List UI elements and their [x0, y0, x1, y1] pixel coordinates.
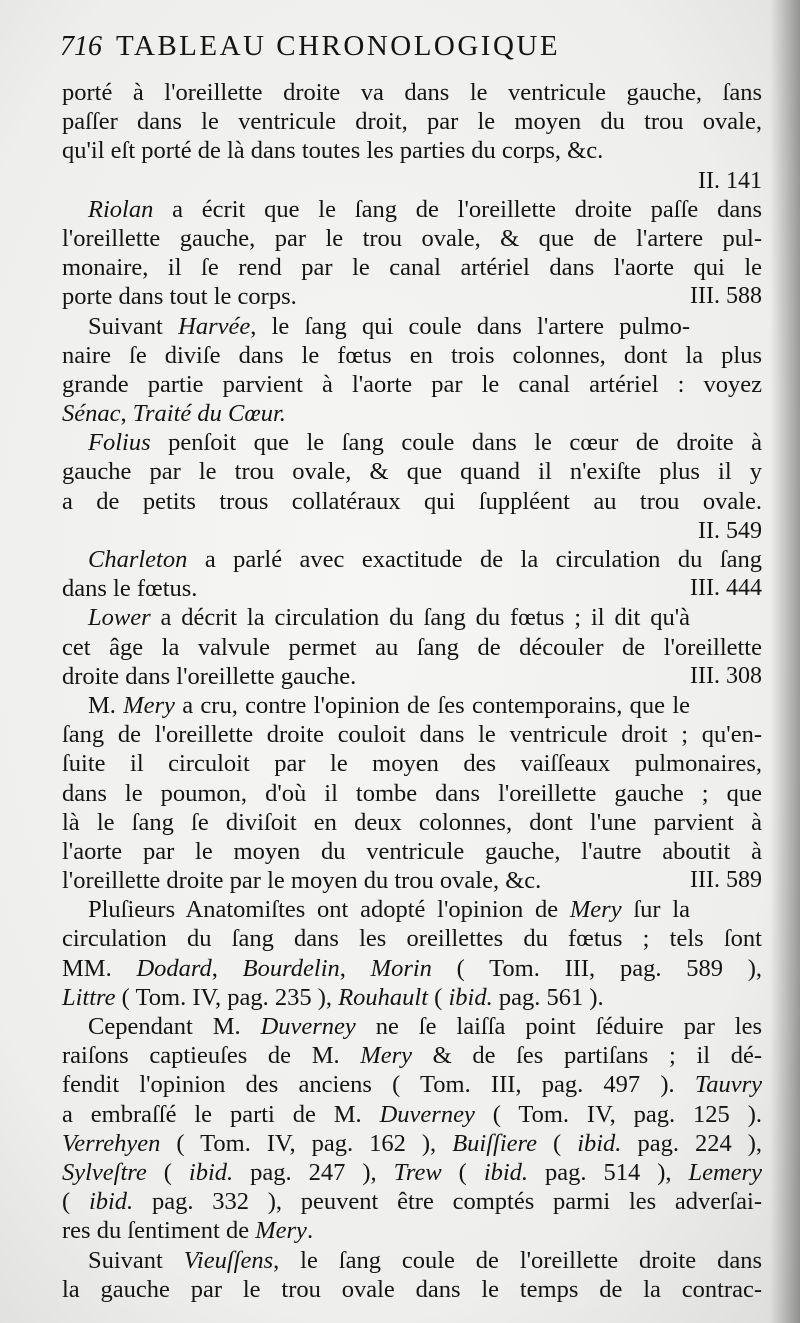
text-line	[62, 603, 762, 632]
author-name: Tauvry	[694, 1071, 762, 1099]
text-line: là le ſang ſe diviſoit en deux colonnes, dont l'une parvient à	[62, 808, 762, 836]
reference-label: II. 141	[698, 167, 762, 194]
paragraph-duverney	[62, 1012, 762, 1246]
reference-label: III. 589	[690, 867, 762, 894]
text-span: (	[146, 1158, 189, 1186]
text-span: ( Tom. IV, pag. 235 ),	[115, 983, 339, 1011]
text-span: pag. 332 ), peuvent être comptés parmi les adverſai-	[133, 1188, 762, 1216]
reference	[62, 166, 762, 195]
text-line: gauche par le trou ovale, & que quand il n'exiſte plus il y	[62, 458, 762, 486]
text-line: ſang de l'oreillette droite couloit dans le ventricule droit ; qu'en-	[62, 721, 762, 749]
paragraph-lower	[62, 603, 762, 691]
author-name: Morin	[370, 954, 432, 982]
author-name: Mery	[569, 896, 622, 924]
author-name: Vieuſſens	[183, 1246, 274, 1274]
ibid-abbrev: ibid.	[188, 1158, 234, 1186]
text-span: res du ſentiment de	[62, 1217, 256, 1245]
text-line	[62, 954, 762, 983]
reference-label: III. 588	[690, 283, 762, 310]
text-line: la gauche par le trou ovale dans le temps de la contrac-	[62, 1275, 762, 1303]
text-line: cet âge la valvule permet au ſang de découler de l'oreillette	[62, 633, 762, 661]
author-name: Mery	[360, 1042, 412, 1070]
author-name: Littre	[62, 983, 116, 1011]
text-span: pag. 514 ),	[528, 1158, 689, 1186]
text-span: l'oreillette droite par le moyen du trou ovale, &c.	[62, 867, 542, 895]
text-line: naire ſe diviſe dans le fœtus en trois colonnes, dont la plus	[62, 341, 762, 369]
text-line	[62, 282, 762, 311]
author-name: Dodard	[136, 954, 212, 982]
text-span: (	[62, 1188, 89, 1216]
author-name: Mery	[255, 1217, 307, 1245]
text-span: .	[306, 1217, 314, 1245]
ibid-abbrev: ibid.	[448, 983, 493, 1011]
text-span: ,	[211, 954, 243, 982]
page-number: 716	[60, 31, 102, 62]
text-span: fendit l'opinion des anciens ( Tom. III, pag. 497 ).	[62, 1071, 695, 1099]
text-span: penſoit que le ſang coule dans le cœur de droite à	[150, 429, 762, 457]
body-text	[62, 78, 762, 1304]
text-span: ( Tom. IV, pag. 162 ),	[160, 1129, 453, 1157]
ibid-abbrev: ibid.	[483, 1158, 529, 1186]
author-name: Duverney	[260, 1013, 356, 1040]
work-title: Traité du Cœur.	[132, 400, 286, 428]
text-span: a parlé avec exactitude de la circulation du ſang	[187, 546, 762, 573]
text-span: dans le fœtus.	[62, 575, 198, 603]
text-line	[62, 1012, 762, 1041]
text-line	[62, 1216, 762, 1245]
author-name: Mery	[123, 691, 175, 719]
text-span: droite dans l'oreillette gauche.	[62, 662, 357, 690]
text-line	[62, 545, 762, 574]
text-span: a décrit la circulation du ſang du fœtus ; il dit qu'à	[150, 604, 691, 632]
text-line	[62, 1129, 762, 1158]
reference-label: III. 308	[690, 662, 762, 689]
running-title: TABLEAU CHRONOLOGIQUE	[116, 30, 561, 62]
author-name: Rouhault	[338, 983, 429, 1011]
text-line: monaire, il ſe rend par le canal artériel dans l'aorte qui le	[62, 254, 762, 282]
text-span: , le ſang coule de l'oreillette droite dans	[273, 1246, 762, 1274]
text-span: raiſons captieuſes de M.	[62, 1042, 361, 1070]
text-span: Suivant	[88, 312, 179, 340]
text-line	[62, 574, 762, 603]
text-line: paſſer dans le ventricule droit, par le moyen du trou ovale,	[62, 108, 762, 136]
text-line: circulation du ſang dans les oreillettes du fœtus ; tels ſont	[62, 925, 762, 953]
text-span: porte dans tout le corps.	[62, 283, 297, 311]
text-line	[62, 195, 762, 224]
text-line	[62, 399, 762, 428]
text-line: l'oreillette gauche, par le trou ovale, & que de l'artere pul-	[62, 224, 762, 252]
paragraph-mery	[62, 691, 762, 895]
paragraph-plusieurs	[62, 895, 762, 1012]
text-span: & de ſes partiſans ; il dé-	[411, 1042, 763, 1070]
text-line	[62, 428, 762, 457]
text-line: ſuite il circuloit par le moyen des vaiſſeaux pulmonaires,	[62, 750, 762, 778]
paragraph-folius	[62, 428, 762, 545]
text-span: pag. 561 ).	[492, 983, 604, 1011]
text-span: pag. 224 ),	[621, 1129, 762, 1157]
reference	[62, 516, 762, 545]
text-line	[62, 1158, 762, 1187]
text-span: (	[537, 1129, 578, 1157]
text-line: grande partie parvient à l'aorte par le canal artériel : voyez	[62, 370, 762, 398]
page-edge-shadow	[770, 0, 800, 1323]
author-name: Lower	[88, 604, 151, 632]
text-span: ne ſe laiſſa point ſéduire par les	[355, 1013, 762, 1040]
text-span: ( Tom. III, pag. 589 ),	[431, 954, 762, 982]
text-span: Suivant	[88, 1246, 184, 1274]
text-span: MM.	[62, 954, 137, 982]
text-span: a embraſſé le parti de M.	[62, 1100, 380, 1128]
text-span: a cru, contre l'opinion de ſes contemporains, que le	[174, 691, 691, 719]
text-line	[62, 662, 762, 691]
text-span: pag. 247 ),	[233, 1158, 394, 1186]
text-span: (	[441, 1158, 484, 1186]
text-line	[62, 866, 762, 895]
paragraph-harvee	[62, 312, 762, 429]
author-name: Riolan	[88, 195, 154, 223]
text-line	[62, 895, 762, 924]
author-name: Verrehyen	[62, 1129, 161, 1157]
text-span: Pluſieurs Anatomiſtes ont adopté l'opinion de	[88, 896, 570, 924]
text-line: a de petits trous collatéraux qui ſuppléent au trou ovale.	[62, 487, 762, 515]
author-name: Buiſſiere	[452, 1129, 538, 1157]
reference-label: III. 444	[690, 575, 762, 602]
author-name: Sénac	[62, 400, 121, 428]
text-span: , le ſang qui coule dans l'artere pulmo-	[250, 312, 691, 340]
text-line	[62, 1100, 762, 1129]
text-line	[62, 1041, 762, 1070]
paragraph-riolan	[62, 195, 762, 312]
text-line	[62, 691, 762, 720]
text-line	[62, 312, 762, 341]
text-span: ,	[339, 954, 371, 982]
text-span: ſur la	[621, 896, 691, 924]
author-name: Bourdelin	[242, 954, 340, 982]
text-span: (	[428, 983, 449, 1011]
text-line	[62, 1246, 762, 1275]
text-line	[62, 983, 762, 1012]
author-name: Sylveſtre	[62, 1158, 147, 1186]
text-line: porté à l'oreillette droite va dans le ventricule gauche, ſans	[62, 79, 762, 106]
text-span: ( Tom. IV, pag. 125 ).	[474, 1100, 762, 1128]
text-span: ,	[120, 400, 133, 428]
text-span: M.	[88, 691, 124, 719]
paragraph-vieussens	[62, 1246, 762, 1304]
text-line: qu'il eſt porté de là dans toutes les parties du corps, &c.	[62, 137, 604, 165]
author-name: Lemery	[688, 1158, 762, 1186]
ibid-abbrev: ibid.	[577, 1129, 622, 1157]
paragraph-continuation	[62, 78, 762, 195]
text-line: dans le poumon, d'où il tombe dans l'oreillette gauche ; que	[62, 779, 762, 807]
page-header	[60, 30, 760, 66]
ibid-abbrev: ibid.	[88, 1188, 134, 1216]
reference-label: II. 549	[698, 517, 762, 544]
text-span: a écrit que le ſang de l'oreillette droite paſſe dans	[153, 195, 762, 223]
text-line	[62, 1187, 762, 1216]
text-span: Cependant M.	[88, 1013, 261, 1040]
text-line	[62, 1070, 762, 1099]
author-name: Duverney	[379, 1100, 475, 1128]
author-name: Folius	[88, 429, 151, 457]
author-name: Trew	[393, 1158, 442, 1186]
author-name: Harvée	[178, 312, 251, 340]
author-name: Charleton	[88, 546, 188, 573]
text-line: l'aorte par le moyen du ventricule gauche, l'autre aboutit à	[62, 837, 762, 865]
paragraph-charleton	[62, 545, 762, 603]
